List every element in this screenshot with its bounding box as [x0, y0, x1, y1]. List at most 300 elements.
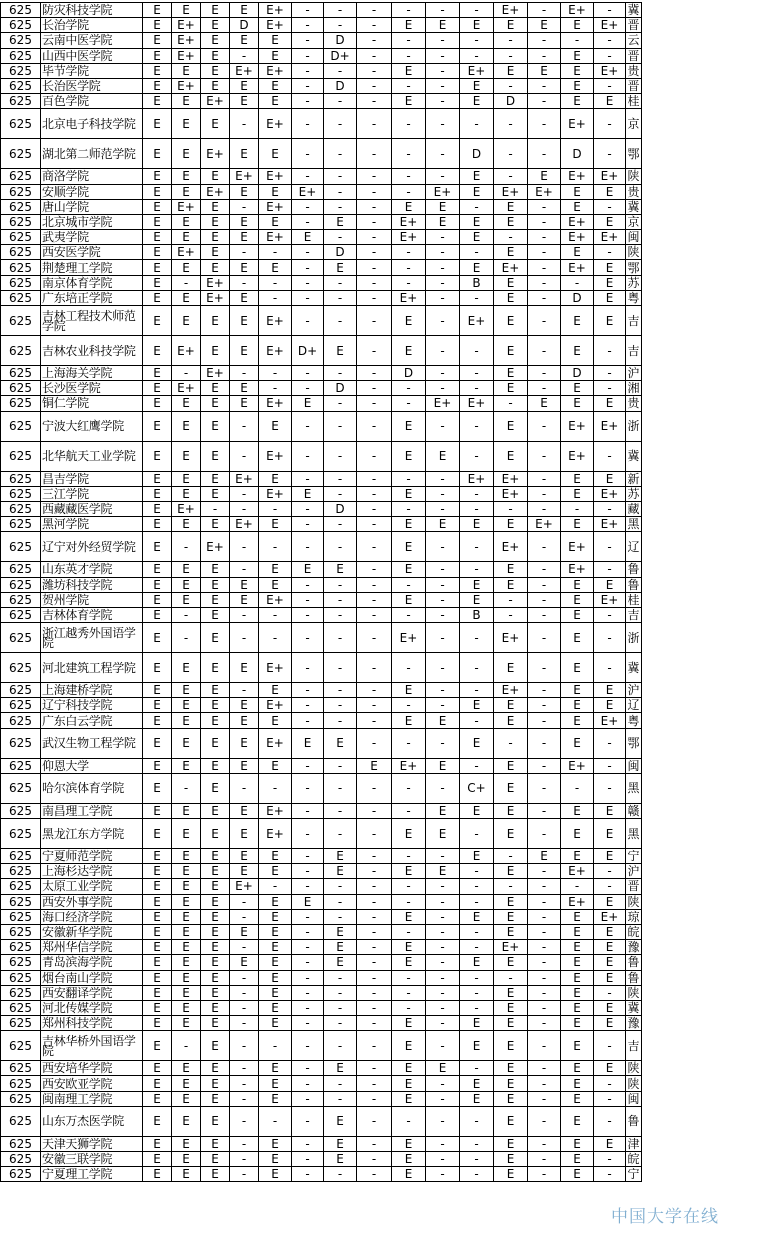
score-cell: 625 — [1, 109, 41, 139]
table-row — [1, 1167, 642, 1182]
grade-cell: E — [594, 970, 626, 985]
grade-cell: - — [230, 532, 259, 562]
grade-cell: E — [143, 970, 172, 985]
grade-cell: - — [357, 1061, 392, 1076]
grade-cell: - — [460, 819, 494, 849]
grade-cell: - — [392, 3, 426, 18]
grade-cell: - — [594, 33, 626, 48]
grade-cell: - — [324, 683, 357, 698]
grade-cell: E — [259, 411, 292, 441]
grade-cell: E — [143, 1076, 172, 1091]
grade-cell: E — [259, 33, 292, 48]
grade-cell: E — [143, 1106, 172, 1136]
grade-cell: - — [426, 562, 460, 577]
grade-cell: E+ — [494, 532, 528, 562]
university-name: 南京体育学院 — [41, 275, 143, 290]
grade-cell: - — [230, 275, 259, 290]
grade-cell: E — [201, 577, 230, 592]
grade-cell: E — [494, 214, 528, 229]
grade-cell: - — [426, 894, 460, 909]
grade-cell: - — [357, 924, 392, 939]
grade-cell: - — [528, 411, 561, 441]
grade-cell: E — [494, 819, 528, 849]
grade-cell: E+ — [230, 517, 259, 532]
province-cell: 黑 — [626, 773, 642, 803]
score-cell: 625 — [1, 1136, 41, 1151]
grade-cell: - — [528, 879, 561, 894]
grade-cell: - — [292, 501, 324, 516]
grade-cell: E — [494, 1136, 528, 1151]
grade-cell: E — [201, 78, 230, 93]
grade-cell: - — [426, 1031, 460, 1061]
grade-cell: E+ — [594, 230, 626, 245]
grade-cell: E — [460, 1016, 494, 1031]
grade-cell: - — [230, 245, 259, 260]
grade-cell: - — [357, 396, 392, 411]
province-cell: 闽 — [627, 758, 640, 773]
grade-cell: E+ — [259, 3, 292, 18]
grade-cell: E — [230, 924, 259, 939]
grade-cell: - — [357, 909, 392, 924]
grade-cell: E — [594, 260, 626, 275]
grade-cell: E — [172, 3, 201, 18]
grade-cell: - — [594, 1031, 626, 1061]
grade-cell: E — [143, 245, 172, 260]
table-row — [1, 169, 642, 184]
grade-cell: E — [426, 713, 460, 728]
grade-cell: - — [230, 1167, 259, 1182]
grade-cell: C+ — [460, 773, 494, 803]
grade-cell: - — [172, 532, 201, 562]
score-cell: 625 — [1, 592, 41, 607]
grade-cell: - — [357, 562, 392, 577]
province-cell: 辽 — [626, 532, 642, 562]
province-cell: 藏 — [627, 502, 640, 517]
province-cell: 黑 — [627, 517, 640, 532]
grade-cell: - — [357, 441, 392, 471]
score-cell: 625 — [1, 275, 41, 290]
grade-cell: E — [143, 486, 172, 501]
grade-cell: - — [528, 623, 561, 653]
grade-cell: E — [392, 94, 426, 109]
province-cell: 贵 — [627, 184, 640, 199]
grade-cell: - — [230, 940, 259, 955]
grade-cell: E — [230, 78, 259, 93]
grade-cell: - — [357, 683, 392, 698]
grade-cell: - — [528, 562, 561, 577]
table-row — [1, 139, 642, 169]
grade-cell: D — [324, 381, 357, 396]
grade-cell: - — [230, 411, 259, 441]
grade-cell: - — [426, 1016, 460, 1031]
grade-cell: - — [292, 441, 324, 471]
university-name: 北华航天工业学院 — [41, 441, 143, 471]
grade-cell: - — [528, 532, 561, 562]
grade-cell: - — [460, 985, 494, 1000]
grade-cell: E+ — [172, 48, 201, 63]
grade-cell: E+ — [172, 245, 201, 260]
grade-cell: - — [392, 773, 426, 803]
province-cell: 闽 — [627, 230, 640, 245]
grade-cell: - — [460, 864, 494, 879]
grade-cell: E — [392, 1061, 426, 1076]
grade-cell: - — [292, 18, 324, 33]
grade-cell: E — [201, 306, 230, 336]
grade-cell: E — [172, 214, 201, 229]
grade-cell: - — [528, 728, 561, 758]
grade-cell: - — [357, 139, 392, 169]
grade-cell: - — [292, 1152, 324, 1167]
grade-cell: - — [426, 1136, 460, 1151]
grade-cell: - — [357, 366, 392, 381]
grade-cell: - — [392, 577, 426, 592]
grade-cell: - — [460, 940, 494, 955]
university-name: 长治医学院 — [41, 78, 143, 93]
grade-cell: - — [292, 366, 324, 381]
grade-cell: E — [230, 758, 259, 773]
grade-cell: - — [172, 1031, 201, 1061]
grade-cell: - — [528, 773, 561, 803]
grade-cell: - — [324, 18, 357, 33]
grade-cell: - — [172, 275, 201, 290]
grade-cell: - — [528, 486, 561, 501]
grade-cell: E — [460, 169, 494, 184]
university-name: 辽宁科技学院 — [41, 698, 143, 713]
table-row — [1, 381, 642, 396]
grade-cell: - — [324, 441, 357, 471]
grade-cell: E — [230, 592, 259, 607]
score-cell: 625 — [1, 245, 41, 260]
grade-cell: E — [594, 803, 626, 818]
grade-cell: - — [594, 245, 626, 260]
university-name: 天津天狮学院 — [41, 1136, 143, 1151]
grade-cell: E — [259, 683, 292, 698]
grade-cell: E+ — [259, 396, 292, 411]
grade-cell: - — [460, 562, 494, 577]
province-cell: 闽 — [627, 1091, 640, 1106]
grade-cell: E — [143, 940, 172, 955]
grade-cell: - — [528, 924, 561, 939]
grade-cell: E — [494, 1091, 528, 1106]
grade-cell: - — [426, 501, 460, 516]
grade-cell: E — [172, 63, 201, 78]
grade-cell: - — [357, 955, 392, 970]
grade-cell: E — [494, 864, 528, 879]
grade-cell: E+ — [561, 441, 594, 471]
grade-cell: - — [460, 441, 494, 471]
score-cell: 625 — [1, 985, 41, 1000]
grade-cell: - — [528, 653, 561, 683]
grade-cell: E+ — [172, 501, 201, 516]
grade-cell: - — [230, 623, 259, 653]
table-row — [1, 396, 642, 411]
province-cell: 陕 — [627, 169, 640, 184]
table-row — [1, 260, 642, 275]
grade-cell: E — [494, 924, 528, 939]
score-cell: 625 — [1, 577, 41, 592]
grade-cell: - — [324, 199, 357, 214]
score-cell: 625 — [1, 562, 41, 577]
table-row — [1, 879, 642, 894]
grade-cell: - — [460, 879, 494, 894]
grade-cell: - — [426, 1152, 460, 1167]
grade-cell: - — [357, 713, 392, 728]
grade-cell: - — [460, 970, 494, 985]
university-name: 宁夏师范学院 — [41, 849, 143, 864]
grade-cell: E+ — [494, 184, 528, 199]
grade-cell: E — [201, 758, 230, 773]
table-row — [1, 411, 642, 441]
grade-cell: E — [594, 819, 626, 849]
grade-cell: E+ — [594, 909, 626, 924]
province-cell: 吉 — [626, 336, 642, 366]
table-row — [1, 955, 642, 970]
grade-cell: - — [392, 970, 426, 985]
grade-cell: E — [259, 1167, 292, 1182]
grade-cell: - — [357, 381, 392, 396]
grade-cell: - — [528, 3, 561, 18]
score-cell: 625 — [1, 532, 41, 562]
grade-cell: - — [460, 1167, 494, 1182]
table-row — [1, 577, 642, 592]
score-cell: 625 — [1, 758, 41, 773]
grade-cell: - — [230, 894, 259, 909]
grade-cell: - — [357, 1152, 392, 1167]
university-name: 长治学院 — [41, 18, 143, 33]
grade-cell: E — [201, 1031, 230, 1061]
table-row — [1, 63, 642, 78]
university-name: 南昌理工学院 — [41, 803, 143, 818]
province-cell: 宁 — [627, 1167, 640, 1182]
grade-cell: - — [230, 1016, 259, 1031]
grade-cell: E+ — [259, 819, 292, 849]
grade-cell: - — [528, 214, 561, 229]
grade-cell: - — [528, 336, 561, 366]
grade-cell: E — [143, 698, 172, 713]
grade-cell: E — [259, 940, 292, 955]
grade-cell: E+ — [426, 396, 460, 411]
grade-cell: - — [324, 773, 357, 803]
grade-cell: - — [460, 486, 494, 501]
grade-cell: E+ — [172, 18, 201, 33]
university-name: 唐山学院 — [41, 199, 143, 214]
university-name: 上海杉达学院 — [41, 864, 143, 879]
grade-cell: - — [357, 260, 392, 275]
province-cell: 京 — [627, 214, 640, 229]
grade-cell: E — [494, 1076, 528, 1091]
grade-cell: E — [230, 184, 259, 199]
score-cell: 625 — [1, 501, 41, 516]
grade-cell: E — [201, 1091, 230, 1106]
grade-cell: - — [292, 1091, 324, 1106]
university-name: 西藏藏医学院 — [41, 501, 143, 516]
grade-cell: E — [259, 471, 292, 486]
grade-cell: E+ — [259, 109, 292, 139]
grade-cell: E — [143, 955, 172, 970]
university-name: 毕节学院 — [41, 63, 143, 78]
grade-cell: E — [259, 864, 292, 879]
university-name: 广东培正学院 — [41, 290, 143, 305]
grade-cell: - — [292, 1167, 324, 1182]
grade-cell: E+ — [594, 411, 626, 441]
table-row — [1, 441, 642, 471]
grade-cell: E — [426, 819, 460, 849]
grade-cell: E — [259, 1076, 292, 1091]
grade-cell: E+ — [426, 184, 460, 199]
grade-cell: - — [460, 1061, 494, 1076]
grade-cell: - — [460, 3, 494, 18]
grade-cell: - — [324, 592, 357, 607]
grade-cell: E — [292, 230, 324, 245]
province-cell: 陕 — [627, 245, 640, 260]
score-cell: 625 — [1, 517, 41, 532]
grade-cell: E — [392, 441, 426, 471]
grade-cell: - — [494, 230, 528, 245]
grade-cell: - — [357, 532, 392, 562]
grade-cell: E — [259, 48, 292, 63]
grade-cell: - — [392, 381, 426, 396]
score-cell: 625 — [1, 864, 41, 879]
grade-cell: - — [292, 773, 324, 803]
grade-cell: E — [561, 1136, 594, 1151]
grade-cell: E — [201, 940, 230, 955]
grade-cell: E — [561, 985, 594, 1000]
grade-cell: - — [528, 1167, 561, 1182]
grade-cell: - — [172, 366, 201, 381]
grade-cell: - — [460, 48, 494, 63]
table-row — [1, 623, 642, 653]
grade-cell: - — [324, 879, 357, 894]
grade-cell: E — [460, 698, 494, 713]
grade-cell: E+ — [494, 486, 528, 501]
grade-cell: E+ — [561, 230, 594, 245]
grade-cell: - — [426, 879, 460, 894]
grade-cell: - — [324, 184, 357, 199]
grade-cell: E+ — [594, 592, 626, 607]
grade-cell: - — [494, 78, 528, 93]
grade-cell: E+ — [172, 199, 201, 214]
grade-cell: - — [460, 245, 494, 260]
grade-cell: E — [259, 577, 292, 592]
grade-cell: E — [392, 864, 426, 879]
grade-cell: E — [292, 728, 324, 758]
grade-cell: E — [201, 970, 230, 985]
grade-cell: E — [201, 1106, 230, 1136]
grade-cell: - — [357, 879, 392, 894]
grade-cell: E — [201, 728, 230, 758]
province-cell: 吉 — [627, 607, 640, 622]
grade-cell: E — [230, 94, 259, 109]
grade-cell: E — [494, 577, 528, 592]
grade-cell: E — [392, 18, 426, 33]
grade-cell: E — [494, 985, 528, 1000]
grade-cell: - — [426, 336, 460, 366]
grade-cell: - — [528, 909, 561, 924]
grade-cell: - — [292, 698, 324, 713]
grade-cell: E — [392, 1136, 426, 1151]
grade-cell: - — [357, 48, 392, 63]
grade-cell: - — [426, 245, 460, 260]
grade-cell: - — [259, 607, 292, 622]
score-cell: 625 — [1, 33, 41, 48]
grade-cell: - — [259, 879, 292, 894]
grade-cell: E — [143, 592, 172, 607]
grade-cell: E — [201, 486, 230, 501]
grade-cell: E — [201, 18, 230, 33]
university-name: 西安外事学院 — [41, 894, 143, 909]
province-cell: 豫 — [627, 940, 640, 955]
university-name: 安徽新华学院 — [41, 924, 143, 939]
grade-cell: E — [172, 260, 201, 275]
grade-cell: E — [172, 1167, 201, 1182]
grade-cell: E — [230, 819, 259, 849]
score-cell: 625 — [1, 698, 41, 713]
grade-cell: - — [528, 955, 561, 970]
grade-cell: E — [392, 819, 426, 849]
grade-cell: - — [292, 78, 324, 93]
grade-cell: E — [259, 758, 292, 773]
grade-cell: E — [494, 1061, 528, 1076]
grade-cell: - — [357, 1091, 392, 1106]
grade-cell: E — [494, 336, 528, 366]
university-name: 郑州科技学院 — [41, 1016, 143, 1031]
province-cell: 皖 — [627, 925, 640, 940]
grade-cell: E — [426, 199, 460, 214]
grade-cell: - — [460, 109, 494, 139]
grade-cell: - — [357, 78, 392, 93]
grade-cell: E — [143, 290, 172, 305]
grade-cell: - — [426, 607, 460, 622]
grade-cell: - — [426, 306, 460, 336]
grade-cell: E — [561, 471, 594, 486]
grade-cell: - — [392, 169, 426, 184]
grade-cell: - — [324, 306, 357, 336]
grade-cell: - — [426, 924, 460, 939]
table-row — [1, 819, 642, 849]
table-row — [1, 849, 642, 864]
grade-cell: - — [357, 3, 392, 18]
grade-cell: E — [561, 517, 594, 532]
grade-cell: E — [494, 1031, 528, 1061]
province-cell: 晋 — [627, 48, 640, 63]
grade-cell: E — [528, 63, 561, 78]
grade-cell: E — [172, 1061, 201, 1076]
grade-cell: - — [230, 1091, 259, 1106]
grade-cell: E — [143, 713, 172, 728]
grade-cell: E — [143, 607, 172, 622]
university-name: 武夷学院 — [41, 230, 143, 245]
grade-cell: B — [460, 275, 494, 290]
grade-cell: - — [292, 290, 324, 305]
grade-cell: E+ — [259, 728, 292, 758]
score-cell: 625 — [1, 306, 41, 336]
grade-cell: - — [357, 773, 392, 803]
grade-cell: E — [392, 1016, 426, 1031]
grade-cell: E — [172, 653, 201, 683]
grade-cell: - — [230, 970, 259, 985]
grade-cell: - — [292, 985, 324, 1000]
university-name: 云南中医学院 — [41, 33, 143, 48]
grade-cell: - — [528, 290, 561, 305]
grade-cell: - — [426, 471, 460, 486]
table-row — [1, 501, 642, 516]
grade-cell: E — [143, 306, 172, 336]
grade-cell: - — [426, 78, 460, 93]
grade-cell: - — [324, 970, 357, 985]
grade-cell: - — [392, 48, 426, 63]
province-cell: 粤 — [627, 713, 640, 728]
grade-cell: E — [392, 517, 426, 532]
